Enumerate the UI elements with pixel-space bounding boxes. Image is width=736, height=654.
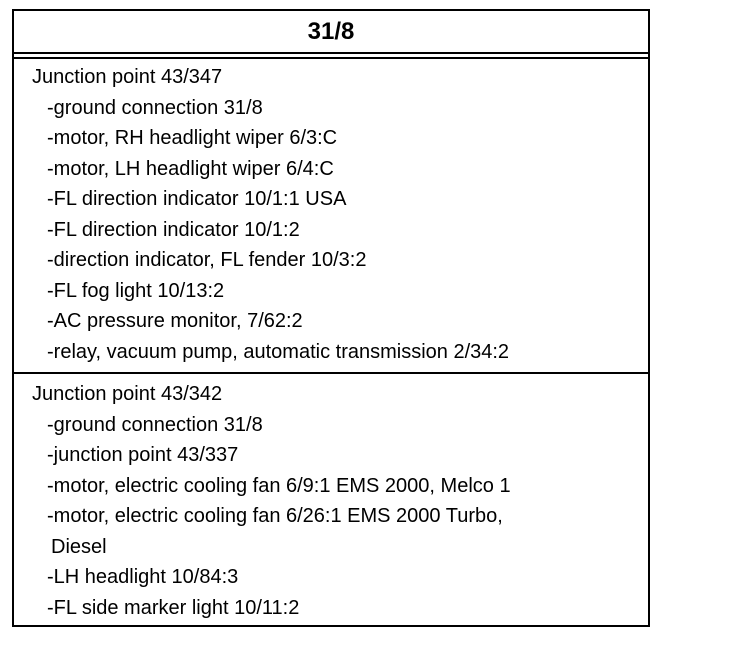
list-item: -FL direction indicator 10/1:2 xyxy=(47,218,300,241)
section-header: Junction point 43/342 xyxy=(32,383,223,405)
junction-section xyxy=(14,59,648,372)
list-item: -FL direction indicator 10/1:1 USA xyxy=(47,188,347,210)
list-item: -FL side marker light 10/11:2 xyxy=(47,596,300,619)
list-item-continuation: Diesel xyxy=(51,535,107,558)
list-item: -FL fog light 10/13:2 xyxy=(47,279,225,302)
junction-section xyxy=(14,372,648,623)
list-item: -ground connection 31/8 xyxy=(47,96,263,119)
list-item: -relay, vacuum pump, automatic transmission 2/34:2 xyxy=(47,340,510,363)
section-header: Junction point 43/347 xyxy=(32,66,223,88)
list-item: -motor, electric cooling fan 6/26:1 EMS 2000 Turbo, xyxy=(47,505,503,527)
list-item: -motor, electric cooling fan 6/9:1 EMS 2000, Melco 1 xyxy=(47,474,511,497)
connection-table xyxy=(12,9,650,627)
table-title: 31/8 xyxy=(14,11,648,54)
list-item: -direction indicator, FL fender 10/3:2 xyxy=(47,249,367,271)
list-item: -motor, RH headlight wiper 6/3:C xyxy=(47,127,338,149)
list-item: -AC pressure monitor, 7/62:2 xyxy=(47,310,303,332)
list-item: -LH headlight 10/84:3 xyxy=(47,566,239,588)
list-item: -junction point 43/337 xyxy=(47,444,239,466)
list-item: -motor, LH headlight wiper 6/4:C xyxy=(47,157,334,180)
list-item: -ground connection 31/8 xyxy=(47,413,263,436)
